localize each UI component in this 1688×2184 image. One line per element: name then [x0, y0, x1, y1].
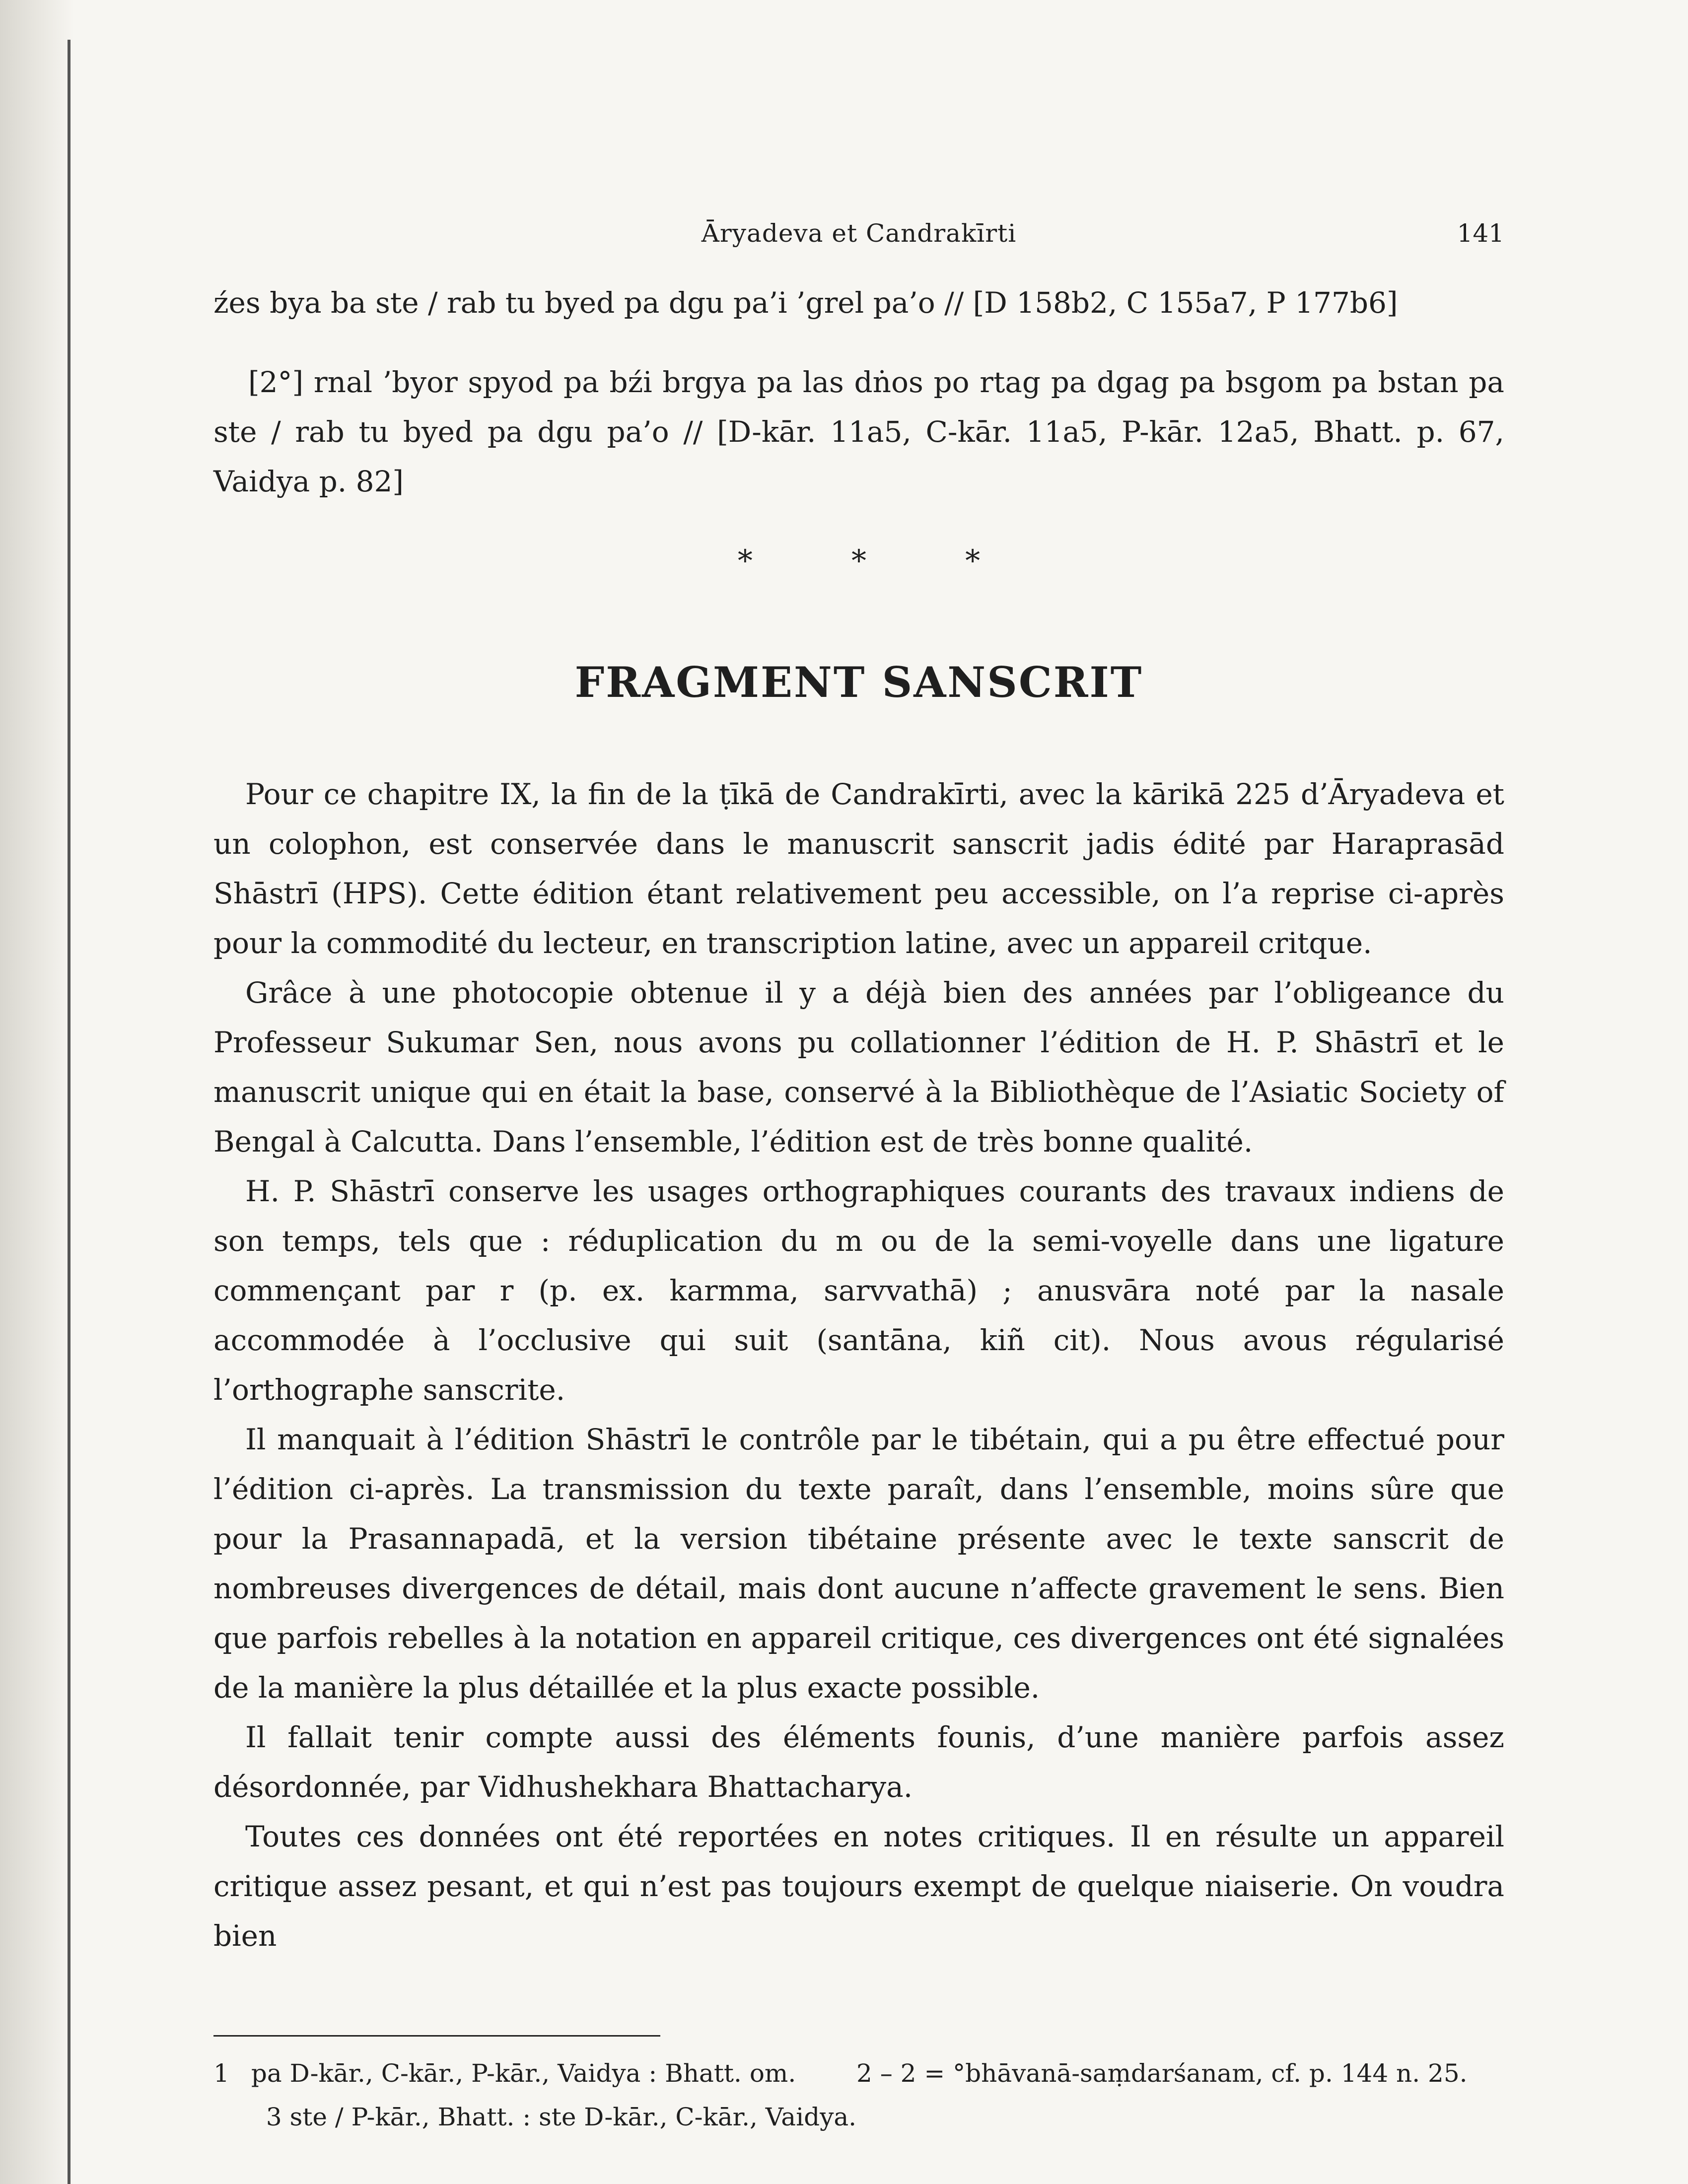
footnote-text: = °bhāvanā-saṃdarśanam, cf. p. 144 n. 25.: [924, 2059, 1468, 2088]
binding-shadow: [0, 0, 74, 2184]
paragraph: Il manquait à l’édition Shāstrī le contrôle par le tibétain, qui a pu être effectué pour l’édition ci-après. La transmission du texte paraît, dans l’ensemble, moins sûre que pour la Prasannapadā, et la version tibétaine présente avec le texte sanscrit de nombreuses divergences de détail, mais dont aucune n’affecte gravement le sens. Bien que parfois rebelles à la notation en appareil critique, ces divergences ont été signalées de la manière la plus détaillée et la plus exacte possible.: [213, 1423, 1504, 1705]
tibetan-chapter-title: [213, 357, 1504, 506]
footnote-number: 1: [213, 2059, 229, 2088]
paragraph: Toutes ces données ont été reportées en notes critiques. Il en résulte un appareil critique assez pesant, et qui n’est pas toujours exempt de quelque niaiserie. On voudra bien: [213, 1820, 1504, 1953]
tibetan-chapter-text: [2°] rnal ’byor spyod pa bźi brgya pa las dṅos po rtag pa dgag pa bsgom pa bstan pa ste / rab tu byed pa dgu pa’o // [D-kār. 11a5, C-kār. 11a5, P-kār. 12a5, Bhatt. p. 67, Vaidya p. 82]: [213, 365, 1504, 498]
running-title: Āryadeva et Candrakīrti: [701, 219, 1017, 248]
paragraph: H. P. Shāstrī conserve les usages orthographiques courants des travaux indiens de son temps, tels que : réduplication du m ou de la semi-voyelle dans une ligature commençant par r (p. ex. karmma, sarvvathā) ; anusvāra noté par la nasale accommodée à l’occlusive qui suit (santāna, kiñ cit). Nous avous régularisé l’orthographe sanscrite.: [213, 1174, 1504, 1407]
footnote-number: 2 – 2: [856, 2059, 916, 2088]
section-separator: * * *: [737, 544, 981, 578]
paragraph: Pour ce chapitre IX, la fin de la ṭīkā de Candrakīrti, avec la kārikā 225 d’Āryadeva et un colophon, est conservée dans le manuscrit sanscrit jadis édité par Haraprasād Shāstrī (HPS). Cette édition étant relativement peu accessible, on l’a reprise ci-après pour la commodité du lecteur, en transcription latine, avec un appareil critque.: [213, 777, 1504, 960]
binding-edge: [68, 40, 70, 2184]
footnotes: [213, 2051, 1504, 2139]
footnote-number: 3: [266, 2103, 282, 2131]
paragraph: Il fallait tenir compte aussi des éléments founis, d’une manière parfois assez désordonnée, par Vidhushekhara Bhattacharya.: [213, 1720, 1504, 1804]
page-number: 141: [1457, 219, 1504, 248]
tibetan-colophon-line: źes bya ba ste / rab tu byed pa dgu pa’i ’grel pa’o // [D 158b2, C 155a7, P 177b6]: [213, 286, 1398, 320]
footnote-text: pa D-kār., C-kār., P-kār., Vaidya : Bhatt. om.: [251, 2059, 796, 2088]
section-title: FRAGMENT SANSCRIT: [574, 658, 1143, 707]
page-content: [213, 208, 1504, 2139]
running-head: [213, 208, 1504, 278]
footnote: [213, 2051, 1504, 2139]
footnote-text: ste / P-kār., Bhatt. : ste D-kār., C-kār., Vaidya.: [289, 2103, 857, 2131]
footnote-rule: [213, 2035, 660, 2037]
paragraph: Grâce à une photocopie obtenue il y a déjà bien des années par l’obligeance du Professeur Sukumar Sen, nous avons pu collationner l’édition de H. P. Shāstrī et le manuscrit unique qui en était la base, conservé à la Bibliothèque de l’Asiatic Society of Bengal à Calcutta. Dans l’ensemble, l’édition est de très bonne qualité.: [213, 976, 1504, 1159]
